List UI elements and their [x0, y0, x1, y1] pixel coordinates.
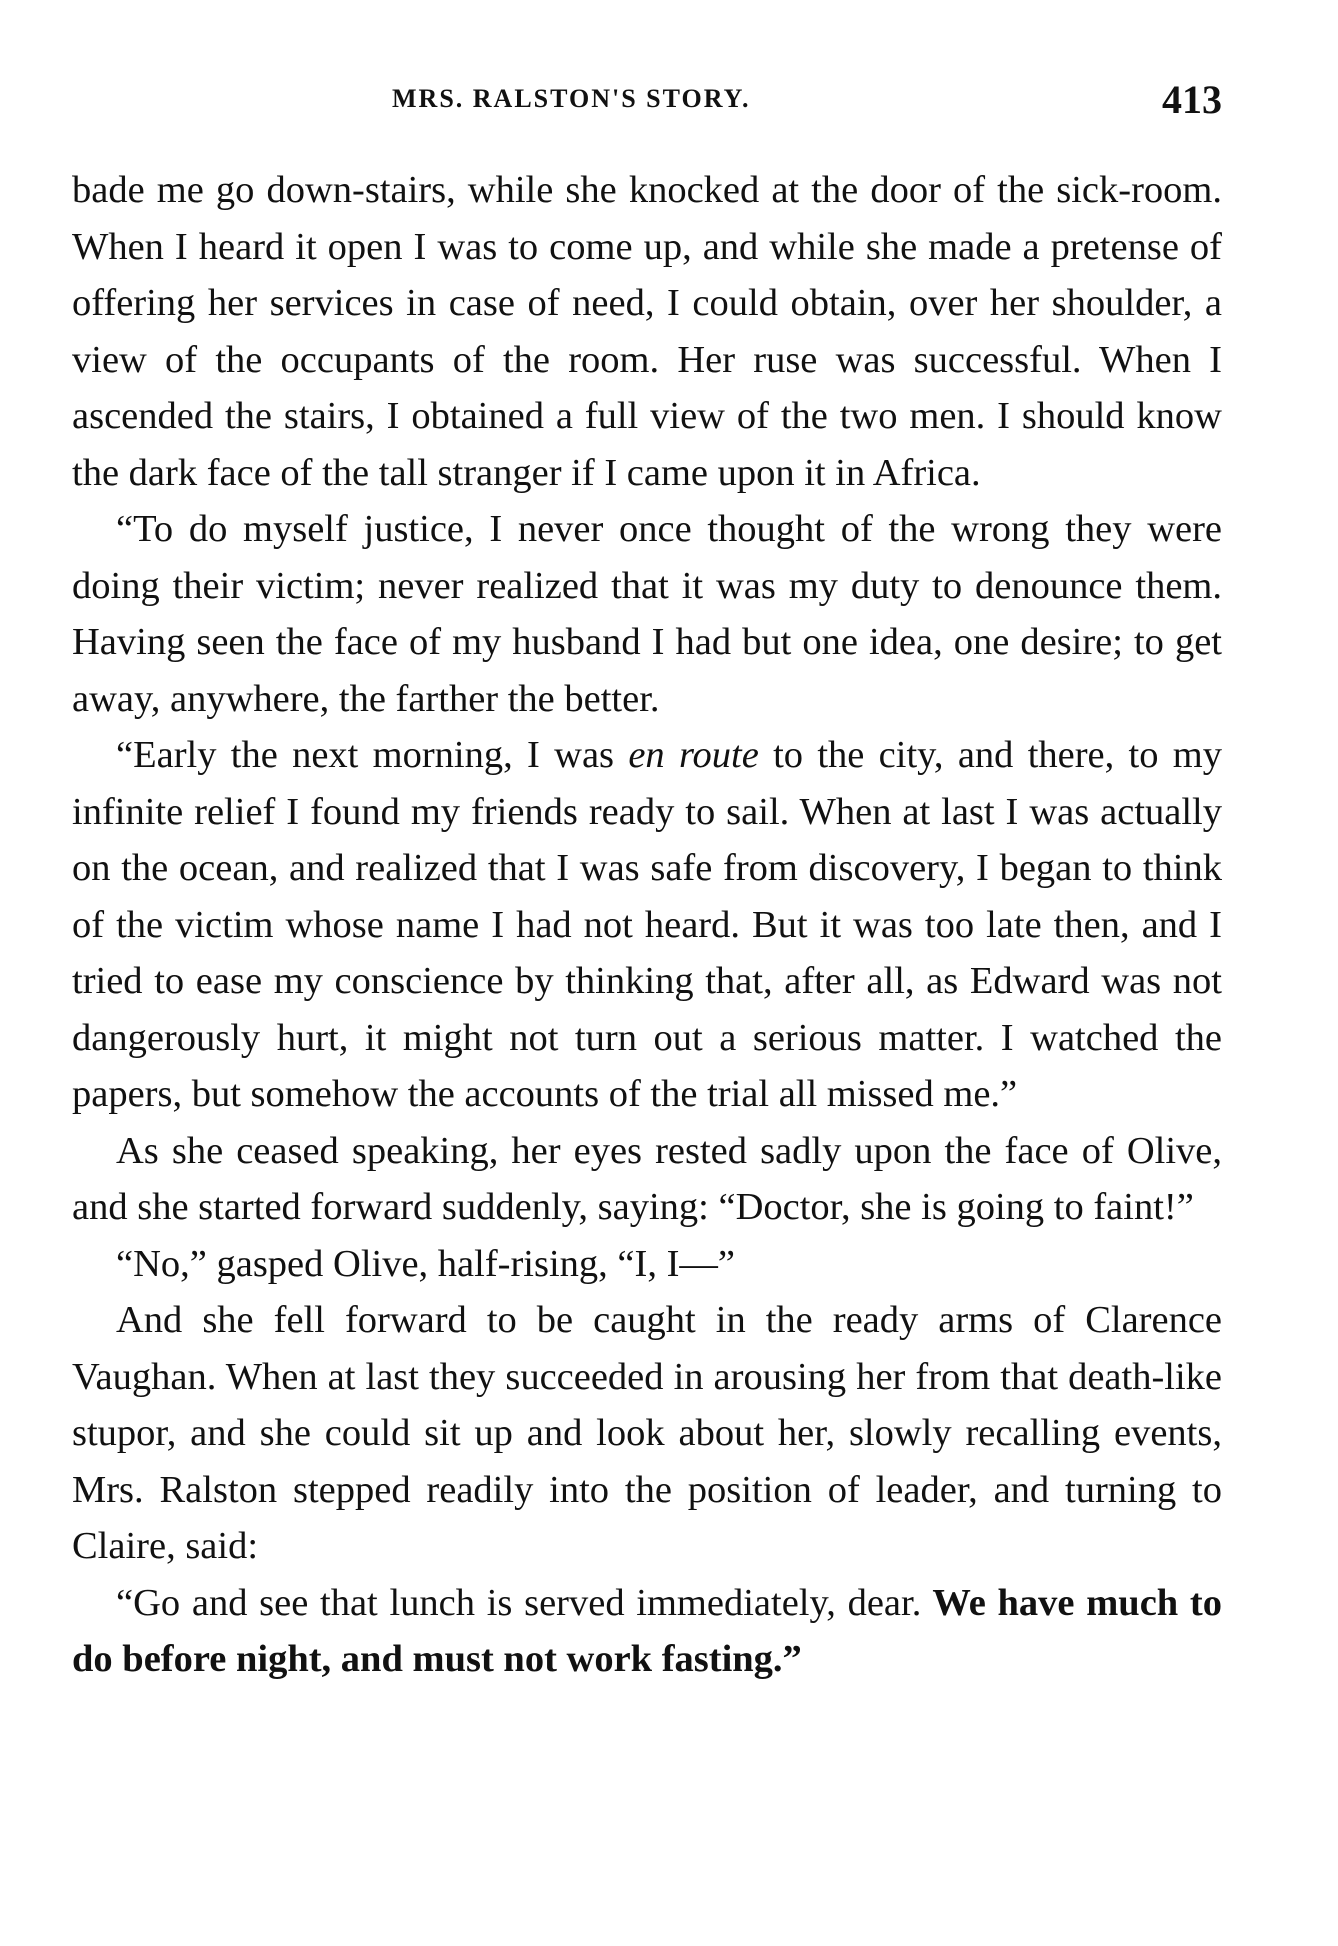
running-head: MRS. RALSTON'S STORY.: [392, 84, 751, 113]
paragraph-5: “No,” gasped Olive, half-rising, “I, I—”: [116, 1242, 735, 1285]
paragraph-4: As she ceased speaking, her eyes rested sadly upon the face of Olive, and she started forward suddenly, saying: “Doctor, she is going to faint!”: [72, 1129, 1222, 1228]
page-header: [72, 76, 1222, 126]
italic-phrase: en route: [628, 734, 759, 776]
paragraph-6: And she fell forward to be caught in the ready arms of Clarence Vaughan. When at last they succeeded in arousing her from that death-like stupor, and she could sit up and look about her, slowly recalling events, Mrs. Ralston stepped readily into the position of leader, and turning to Claire, said:: [72, 1299, 1222, 1567]
paragraph-2: “To do myself justice, I never once thought of the wrong they were doing their victim; never realized that it was my duty to denounce them. Having seen the face of my husband I had but one idea, one desire; to get away, anywhere, the farther the better.: [72, 508, 1222, 720]
body-text: [72, 162, 1222, 1688]
paragraph-3-before: “Early the next morning, I was: [116, 734, 629, 776]
paragraph-3: [72, 727, 1222, 1123]
paragraph-7: [72, 1575, 1222, 1688]
paragraph-3-after: to the city, and there, to my infinite relief I found my friends ready to sail. When at last I was actually on the ocean, and realized that I was safe from discovery, I began to think of the victim whose name I had not heard. But it was too late then, and I tried to ease my conscience by thinking that, after all, as Edward was not dangerously hurt, it might not turn out a serious matter. I watched the papers, but somehow the accounts of the trial all missed me.”: [72, 734, 1222, 1115]
paragraph-7-lead: “Go and see that lunch is served immediately, dear.: [116, 1581, 922, 1624]
book-page: [72, 0, 1222, 1946]
paragraph-1: bade me go down-stairs, while she knocked at the door of the sick-room. When I heard it open I was to come up, and while she made a pretense of offering her services in case of need, I could obtain, over her shoulder, a view of the occupants of the room. Her ruse was successful. When I ascended the stairs, I obtained a full view of the two men. I should know the dark face of the tall stranger if I came upon it in Africa.: [72, 169, 1222, 494]
page-number: 413: [1162, 77, 1222, 122]
paragraph-7-rest: We have much to do before night, and must not work fasting.”: [72, 1581, 1222, 1680]
